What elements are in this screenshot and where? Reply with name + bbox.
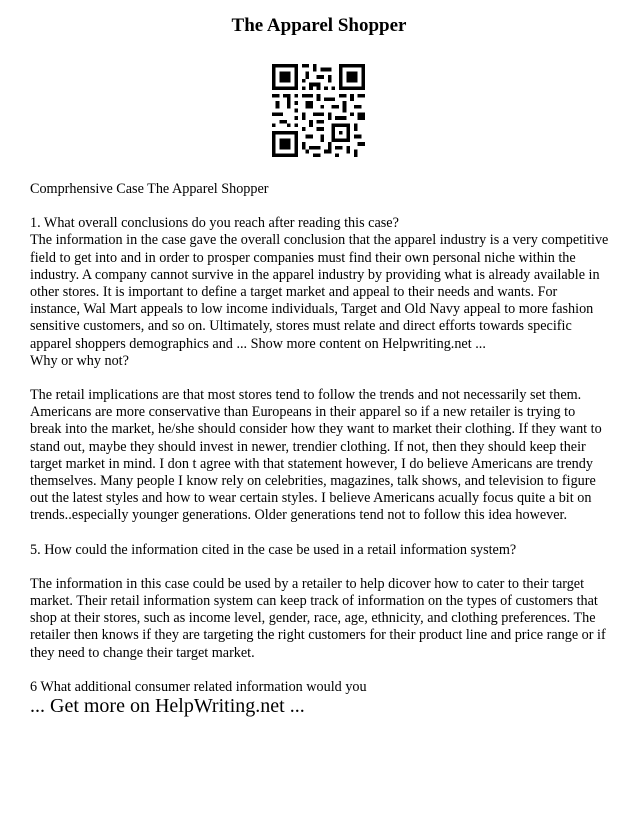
document-body bbox=[30, 181, 610, 696]
case-heading: Comprhensive Case The Apparel Shopper bbox=[30, 181, 269, 197]
question-5: 5. How could the information cited in the case be used in a retail information system? bbox=[30, 541, 517, 558]
answer-1: The information in the case gave the overall conclusion that the apparel industry is a very competitive field to get into and in order to prosper companies must find their own personal niche within the industry. A company cannot survive in the apparel industry by providing what is already available in other stores. It is important to define a target market and appeal to their needs and wants. For instance, Wal Mart appeals to low income individuals, Target and Old Navy appeal to more fashion sensitive customers, and so on. Ultimately, stores must relate and direct efforts towards specific apparel shoppers demographics and ... Show more content on Helpwriting.net ... bbox=[30, 232, 609, 352]
qr-code-icon[interactable] bbox=[272, 64, 365, 157]
question-6: 6 What additional consumer related information would you bbox=[30, 678, 367, 695]
answer-5: The information in this case could be used by a retailer to help dicover how to cater to their target market. Their retail information system can keep track of information on the types of customers that shop at their stores, such as income level, gender, race, age, ethnicity, and clothing preferences. The retailer then knows if they are targeting the right customers for their product line and price range or if they need to change their target market. bbox=[30, 575, 606, 661]
why-or-why-not: Why or why not? bbox=[30, 352, 129, 369]
question-1: 1. What overall conclusions do you reach after reading this case? bbox=[30, 215, 399, 232]
document-title: The Apparel Shopper bbox=[231, 15, 407, 36]
get-more-link[interactable]: ... Get more on HelpWriting.net ... bbox=[30, 695, 305, 717]
paragraph-retail-implications: The retail implications are that most stores tend to follow the trends and not necessarily set them. Americans are more conservative than Europeans in their apparel so if a new retailer is trying to break into the market, he/she should consider how they want to market their clothing. If they want to stand out, maybe they should invest in newer, trendier clothing. If not, then they should keep their target market in mind. I don t agree with that statement however, I do believe Americans are trendy themselves. Many people I know rely on celebrities, magazines, talk shows, and television to figure out the latest styles and how to wear certain styles. I believe Americans acually focus quite a bit on trends..especially younger generations. Older generations tend not to follow this idea however. bbox=[30, 387, 602, 524]
